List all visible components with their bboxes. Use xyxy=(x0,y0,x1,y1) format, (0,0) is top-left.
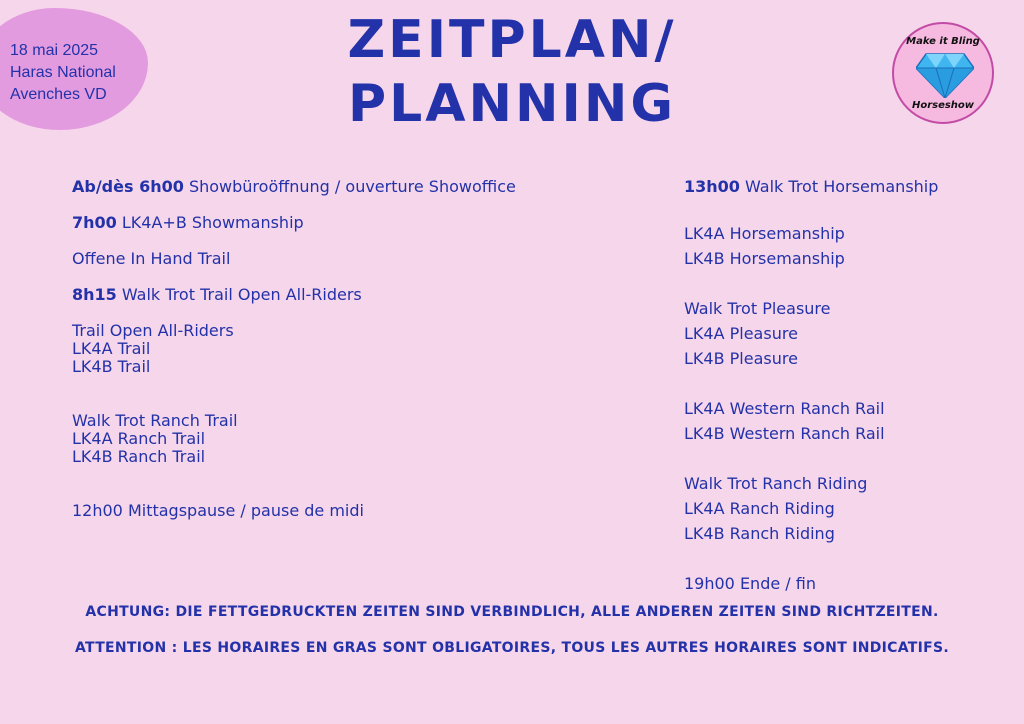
schedule-item: 19h00 Ende / fin xyxy=(684,574,816,593)
schedule-time: Ab/dès 6h00 xyxy=(72,177,184,196)
schedule-time: 7h00 xyxy=(72,213,117,232)
show-logo xyxy=(892,22,994,124)
schedule-item: LK4B Western Ranch Rail xyxy=(684,424,885,443)
schedule-time: 8h15 xyxy=(72,285,117,304)
schedule-text: Showbüroöffnung / ouverture Showoffice xyxy=(183,177,516,196)
schedule-item: Walk Trot Ranch Riding xyxy=(684,474,868,493)
schedule-item: LK4A Ranch Riding xyxy=(684,499,835,518)
schedule-item: LK4B Pleasure xyxy=(684,349,798,368)
schedule-text: Walk Trot Trail Open All-Riders xyxy=(116,285,362,304)
schedule-item: LK4B Ranch Trail xyxy=(72,447,206,466)
title-line-2: PLANNING xyxy=(347,74,677,134)
schedule-item: 12h00 Mittagspause / pause de midi xyxy=(72,501,364,520)
logo-bottom-text: Horseshow xyxy=(911,100,975,111)
schedule-item: Walk Trot Pleasure xyxy=(684,299,831,318)
schedule-item: LK4A Western Ranch Rail xyxy=(684,399,885,418)
schedule-right-column xyxy=(684,178,1014,596)
schedule-item: LK4B Trail xyxy=(72,357,151,376)
schedule-left-column xyxy=(72,178,632,520)
schedule-item: LK4A Trail xyxy=(72,339,151,358)
schedule-item xyxy=(72,178,632,196)
diamond-icon xyxy=(916,52,974,98)
title-line-1: ZEITPLAN/ xyxy=(347,10,677,70)
schedule-item: LK4A Horsemanship xyxy=(684,224,845,243)
schedule-time: 13h00 xyxy=(684,177,740,196)
schedule-item: LK4A Ranch Trail xyxy=(72,429,206,448)
schedule-item: LK4B Ranch Riding xyxy=(684,524,835,543)
schedule-item: LK4A Pleasure xyxy=(684,324,798,343)
schedule-item: LK4B Horsemanship xyxy=(684,249,845,268)
schedule-item: Walk Trot Ranch Trail xyxy=(72,411,238,430)
event-venue: Haras National xyxy=(10,64,116,81)
schedule-item: Trail Open All-Riders xyxy=(72,321,234,340)
notice-german: ACHTUNG: DIE FETTGEDRUCKTEN ZEITEN SIND VERBINDLICH, ALLE ANDEREN ZEITEN SIND RICHTZEITEN. xyxy=(85,604,939,620)
schedule-item xyxy=(684,178,1014,196)
event-date: 18 mai 2025 xyxy=(10,42,99,59)
schedule-item: Offene In Hand Trail xyxy=(72,249,231,268)
event-place: Avenches VD xyxy=(10,86,107,103)
schedule-text: Walk Trot Horsemanship xyxy=(739,177,939,196)
schedule-item xyxy=(72,286,632,304)
notice-french: ATTENTION : LES HORAIRES EN GRAS SONT OBLIGATOIRES, TOUS LES AUTRES HORAIRES SONT INDICATIFS. xyxy=(74,640,950,656)
logo-top-text: Make it Bling xyxy=(906,36,980,47)
page-title xyxy=(0,8,1024,136)
schedule-text: LK4A+B Showmanship xyxy=(116,213,304,232)
schedule-item xyxy=(72,214,632,232)
